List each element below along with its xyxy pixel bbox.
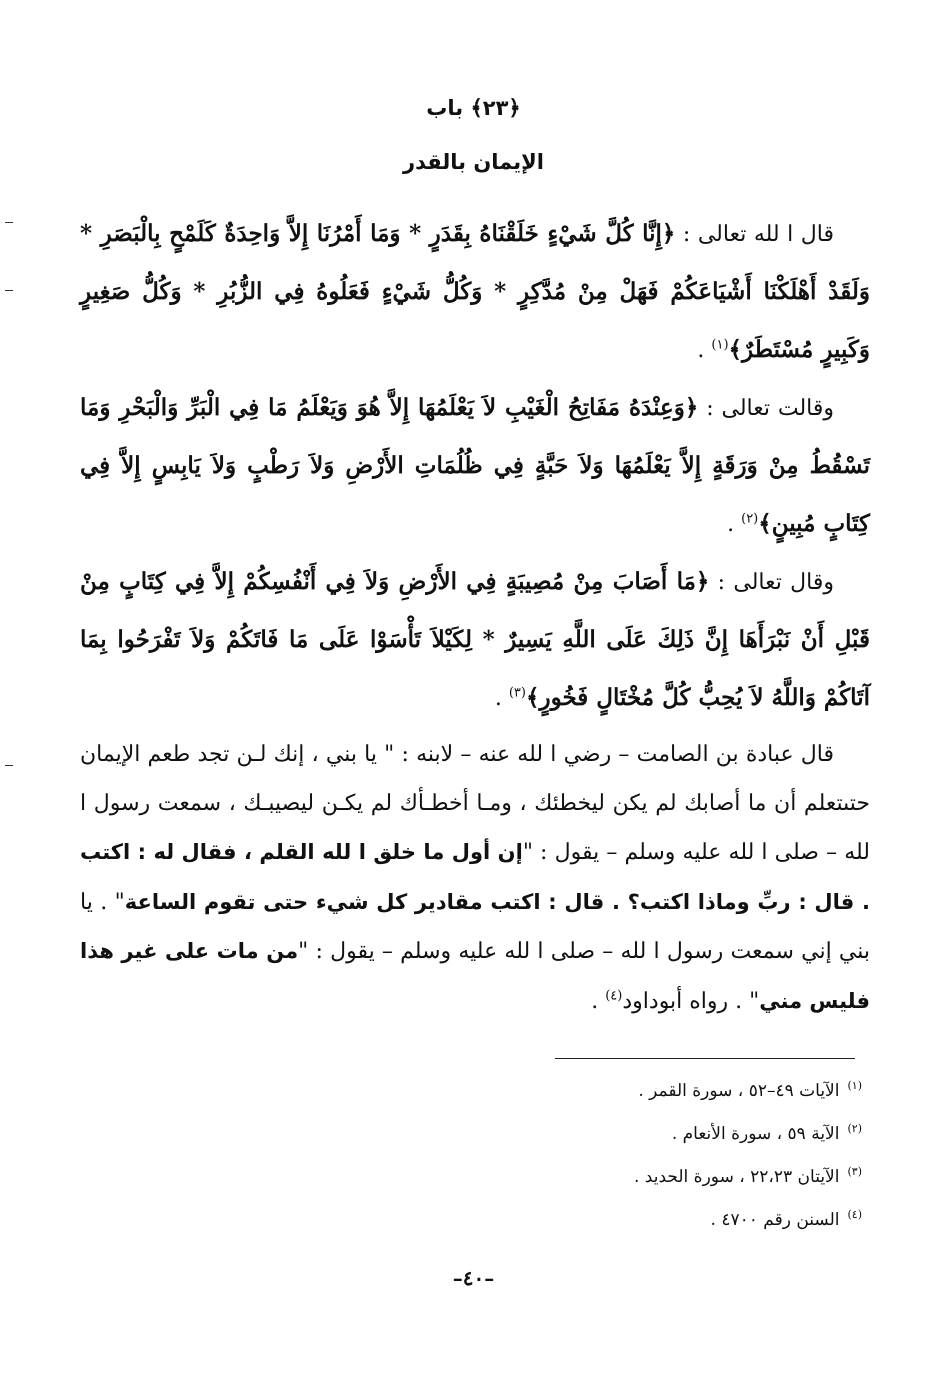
footnote-ref: (١)	[711, 337, 729, 353]
footnote-text: الآيتان ٢٢،٢٣ ، سورة الحديد .	[634, 1167, 840, 1187]
footnote-number: (١)	[847, 1079, 862, 1093]
hadith-text: قال عبادة بن الصامت – رضي ا لله عنه – لابنه : " يا بني ، إنك لـن تجد طعم الإيمان حتىتعلم أن ما أصابك لم يكن ليخطئك ، ومـا أخطـأك لم يكـن ليصيبـك ، سمعت رسول ا لله – صلى ا لله عليه وسلم – يقول : "	[80, 742, 870, 865]
margin-mark	[5, 765, 13, 766]
paragraph-hadith	[80, 731, 870, 1026]
sentence-end: .	[697, 338, 712, 363]
footnote-divider	[555, 1058, 855, 1059]
footnote-number: (٣)	[847, 1165, 862, 1179]
footnote	[362, 1070, 862, 1113]
main-text	[80, 205, 870, 1026]
chapter-heading: ﴿٢٣﴾ باب	[426, 96, 521, 120]
sentence-end: .	[727, 512, 742, 537]
footnotes	[362, 1070, 862, 1242]
prophetic-saying: من مات على غير هذا فليس مني	[80, 939, 870, 1013]
margin-mark	[5, 290, 13, 291]
footnote	[362, 1113, 862, 1156]
quran-verse: ﴿إِنَّا كُلَّ شَيْءٍ خَلَقْنَاهُ بِقَدَرٍ * وَمَا أَمْرُنَا إِلاَّ وَاحِدَةٌ كَلَمْحٍ بِالْبَصَرِ * وَلَقَدْ أَهْلَكْنَا أَشْيَاعَكُمْ فَهَلْ مِنْ مُدَّكِرٍ * وَكُلُّ شَيْءٍ فَعَلُوهُ فِي الزُّبُرِ * وَكُلُّ صَغِيرٍ وَكَبِيرٍ مُسْتَطَرٌ﴾	[80, 220, 870, 363]
footnote-ref: (٣)	[508, 685, 526, 701]
margin-mark	[5, 222, 13, 223]
footnote	[362, 1156, 862, 1199]
quran-verse: ﴿وَعِنْدَهُ مَفَاتِحُ الْغَيْبِ لاَ يَعْلَمُهَا إِلاَّ هُوَ وَيَعْلَمُ مَا فِي الْبَرِّ وَالْبَحْرِ وَمَا تَسْقُطُ مِنْ وَرَقَةٍ إِلاَّ يَعْلَمُهَا وَلاَ حَبَّةٍ فِي ظُلُمَاتِ الأَرْضِ وَلاَ رَطْبٍ وَلاَ يَابِسٍ إِلاَّ فِي كِتَابٍ مُبِينٍ﴾	[80, 394, 870, 537]
page-number: –٤٠–	[452, 1266, 495, 1290]
verse-intro: قال ا لله تعالى :	[675, 222, 834, 247]
chapter-title: الإيمان بالقدر	[403, 150, 544, 174]
footnote-text: الآيات ٤٩–٥٢ ، سورة القمر .	[638, 1081, 840, 1101]
footnote-text: الآية ٥٩ ، سورة الأنعام .	[671, 1124, 840, 1144]
footnote-number: (٤)	[847, 1208, 862, 1222]
footnote-ref: (٤)	[605, 988, 623, 1004]
sentence-end: .	[494, 686, 509, 711]
footnote-text: السنن رقم ٤٧٠٠ .	[710, 1210, 840, 1230]
paragraph-verse-2	[80, 379, 870, 553]
prophetic-saying: إن أول ما خلق ا لله القلم ، فقال له : اكتب . قال : ربِّ وماذا اكتب؟ . قال : اكتب مقادير كل شيء حتى تقوم الساعة	[80, 840, 870, 914]
verse-intro: وقال تعالى :	[709, 570, 834, 595]
paragraph-verse-3	[80, 553, 870, 727]
footnote-number: (٢)	[847, 1122, 862, 1136]
paragraph-verse-1	[80, 205, 870, 379]
sentence-end: .	[591, 988, 606, 1014]
verse-intro: وقالت تعالى :	[698, 396, 834, 421]
hadith-text: " . رواه أبوداود	[622, 988, 760, 1014]
footnote-ref: (٢)	[741, 511, 759, 527]
hadith-text: " . يا بني إني سمعت رسول ا لله – صلى ا لله عليه وسلم – يقول : "	[80, 889, 871, 964]
footnote	[362, 1199, 862, 1242]
quran-verse: ﴿مَا أَصَابَ مِنْ مُصِيبَةٍ فِي الأَرْضِ وَلاَ فِي أَنْفُسِكُمْ إِلاَّ فِي كِتَابٍ مِنْ قَبْلِ أَنْ نَبْرَأَهَا إِنَّ ذَلِكَ عَلَى اللَّهِ يَسِيرٌ * لِكَيْلاَ تَأْسَوْا عَلَى مَا فَاتَكُمْ وَلاَ تَفْرَحُوا بِمَا آتَاكُمْ وَاللَّهُ لاَ يُحِبُّ كُلَّ مُخْتَالٍ فَخُورٍ﴾	[80, 568, 870, 711]
